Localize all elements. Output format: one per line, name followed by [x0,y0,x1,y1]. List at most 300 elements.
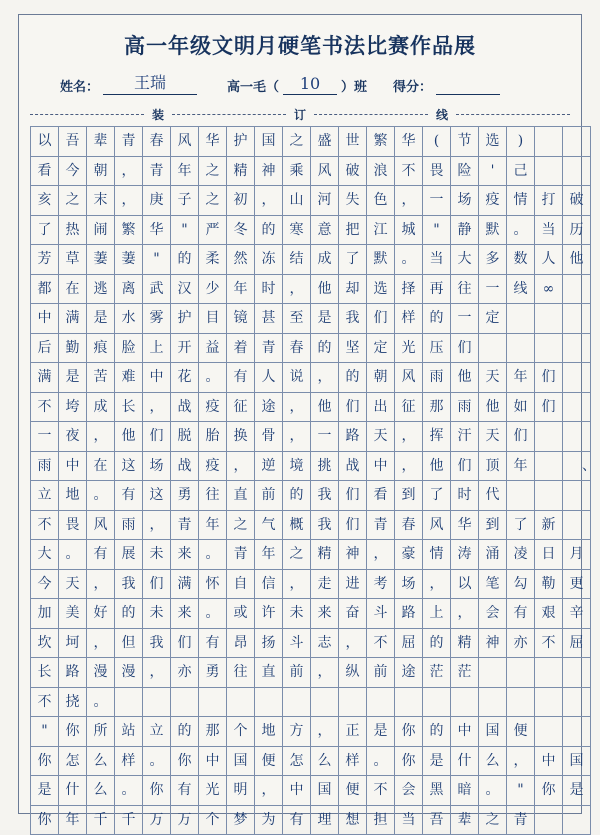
grid-cell[interactable]: 展 [115,540,143,570]
grid-cell[interactable]: 勇 [171,481,199,511]
grid-cell[interactable]: 直 [255,658,283,688]
grid-cell[interactable]: 有 [507,599,535,629]
grid-cell[interactable] [507,658,535,688]
score-value[interactable] [436,93,500,95]
grid-cell[interactable]: 么 [479,746,507,776]
grid-cell[interactable]: 昂 [227,628,255,658]
grid-cell[interactable]: ， [143,510,171,540]
grid-cell[interactable]: 今 [31,569,59,599]
grid-cell[interactable]: 梦 [227,805,255,835]
grid-cell[interactable]: 我 [339,304,367,334]
grid-cell[interactable]: 挑 [311,451,339,481]
grid-cell[interactable] [563,304,591,334]
grid-cell[interactable]: 代 [479,481,507,511]
grid-cell[interactable]: 未 [143,599,171,629]
grid-cell[interactable]: 战 [171,392,199,422]
grid-cell[interactable]: 明 [227,776,255,806]
grid-cell[interactable]: 定 [479,304,507,334]
grid-cell[interactable]: 天 [479,363,507,393]
grid-cell[interactable]: 历 [563,215,591,245]
grid-cell[interactable]: 武 [143,274,171,304]
grid-cell[interactable]: 你 [31,805,59,835]
grid-cell[interactable]: ， [283,422,311,452]
grid-cell[interactable]: 再 [423,274,451,304]
grid-cell[interactable]: 笔 [479,569,507,599]
grid-cell[interactable]: 换 [227,422,255,452]
grid-cell[interactable]: 中 [283,776,311,806]
grid-cell[interactable] [367,687,395,717]
grid-cell[interactable]: 色 [367,186,395,216]
grid-cell[interactable]: 人 [535,245,563,275]
grid-cell[interactable]: 加 [31,599,59,629]
grid-cell[interactable]: 信 [255,569,283,599]
grid-cell[interactable] [535,451,563,481]
grid-cell[interactable]: 畏 [59,510,87,540]
grid-cell[interactable]: ， [255,776,283,806]
grid-cell[interactable]: 国 [227,746,255,776]
grid-cell[interactable] [563,156,591,186]
grid-cell[interactable]: 为 [255,805,283,835]
grid-cell[interactable]: 我 [143,628,171,658]
grid-cell[interactable]: 你 [395,717,423,747]
grid-cell[interactable]: 勤 [59,333,87,363]
grid-cell[interactable]: 少 [199,274,227,304]
grid-cell[interactable]: 。 [143,746,171,776]
grid-cell[interactable]: 选 [367,274,395,304]
grid-cell[interactable]: 所 [87,717,115,747]
grid-cell[interactable]: 怎 [59,746,87,776]
grid-cell[interactable] [507,304,535,334]
grid-cell[interactable]: 途 [395,658,423,688]
grid-cell[interactable]: 么 [87,776,115,806]
grid-cell[interactable]: 静 [451,215,479,245]
grid-cell[interactable]: 当 [395,805,423,835]
grid-cell[interactable]: 的 [423,717,451,747]
grid-cell[interactable]: 们 [339,510,367,540]
grid-cell[interactable]: 想 [339,805,367,835]
grid-cell[interactable]: 上 [423,599,451,629]
grid-cell[interactable]: 在 [87,451,115,481]
grid-cell[interactable]: ， [423,569,451,599]
grid-cell[interactable]: 择 [395,274,423,304]
grid-cell[interactable]: 路 [59,658,87,688]
grid-cell[interactable]: ， [395,451,423,481]
grid-cell[interactable]: 战 [339,451,367,481]
grid-cell[interactable]: 畏 [423,156,451,186]
name-value[interactable]: 王瑞 [103,70,197,95]
grid-cell[interactable]: 离 [115,274,143,304]
grid-cell[interactable]: 漫 [87,658,115,688]
grid-cell[interactable]: 。 [199,540,227,570]
grid-cell[interactable]: 神 [255,156,283,186]
grid-cell[interactable]: 冬 [227,215,255,245]
grid-cell[interactable] [227,687,255,717]
grid-cell[interactable]: ， [311,717,339,747]
grid-cell[interactable]: 满 [59,304,87,334]
grid-cell[interactable]: 的 [311,333,339,363]
grid-cell[interactable]: 河 [311,186,339,216]
grid-cell[interactable]: 未 [143,540,171,570]
grid-cell[interactable]: 新 [535,510,563,540]
grid-cell[interactable]: 疫 [199,392,227,422]
grid-cell[interactable]: 风 [87,510,115,540]
grid-cell[interactable]: 了 [339,245,367,275]
grid-cell[interactable]: 怎 [283,746,311,776]
grid-cell[interactable]: 护 [227,127,255,157]
grid-cell[interactable]: 年 [507,363,535,393]
grid-cell[interactable]: 己 [507,156,535,186]
grid-cell[interactable]: 选 [479,127,507,157]
grid-cell[interactable]: 说 [283,363,311,393]
grid-cell[interactable]: 亦 [507,628,535,658]
grid-cell[interactable]: " [507,776,535,806]
grid-cell[interactable]: 国 [311,776,339,806]
grid-cell[interactable]: 的 [255,215,283,245]
grid-cell[interactable]: ， [395,186,423,216]
grid-cell[interactable]: 一 [423,186,451,216]
grid-cell[interactable]: 今 [59,156,87,186]
grid-cell[interactable]: 未 [283,599,311,629]
grid-cell[interactable] [563,717,591,747]
grid-cell[interactable]: 们 [339,392,367,422]
grid-cell[interactable]: 。 [87,481,115,511]
grid-cell[interactable]: 国 [479,717,507,747]
grid-cell[interactable]: 。 [87,687,115,717]
grid-cell[interactable]: " [423,215,451,245]
grid-cell[interactable] [451,687,479,717]
grid-cell[interactable]: 是 [367,717,395,747]
grid-cell[interactable] [563,333,591,363]
grid-cell[interactable]: 们 [339,481,367,511]
grid-cell[interactable]: 以 [31,127,59,157]
grid-cell[interactable]: 默 [479,215,507,245]
grid-cell[interactable]: 辈 [87,127,115,157]
grid-cell[interactable]: ， [507,746,535,776]
grid-cell[interactable]: 你 [535,776,563,806]
grid-cell[interactable]: 的 [171,245,199,275]
grid-cell[interactable]: 。 [115,776,143,806]
grid-cell[interactable]: 把 [339,215,367,245]
grid-cell[interactable]: 他 [311,274,339,304]
grid-cell[interactable]: 路 [395,599,423,629]
grid-cell[interactable] [563,805,591,835]
grid-cell[interactable]: 以 [451,569,479,599]
grid-cell[interactable] [423,687,451,717]
grid-cell[interactable]: 志 [311,628,339,658]
grid-cell[interactable]: 默 [367,245,395,275]
grid-cell[interactable] [563,392,591,422]
grid-cell[interactable]: 中 [31,304,59,334]
grid-cell[interactable]: 奋 [339,599,367,629]
grid-cell[interactable]: 当 [535,215,563,245]
grid-cell[interactable]: 之 [283,540,311,570]
grid-cell[interactable]: 方 [283,717,311,747]
grid-cell[interactable]: 冻 [255,245,283,275]
grid-cell[interactable]: ( [423,127,451,157]
grid-cell[interactable]: 坎 [31,628,59,658]
grid-cell[interactable]: 青 [507,805,535,835]
grid-cell[interactable] [563,127,591,157]
grid-cell[interactable]: 好 [87,599,115,629]
grid-cell[interactable] [535,481,563,511]
grid-cell[interactable]: 。 [367,746,395,776]
grid-cell[interactable]: ， [143,392,171,422]
grid-cell[interactable]: ， [87,569,115,599]
grid-cell[interactable]: 年 [227,274,255,304]
grid-cell[interactable]: 日 [535,540,563,570]
grid-cell[interactable]: 场 [395,569,423,599]
grid-cell[interactable]: 中 [451,717,479,747]
grid-cell[interactable]: 坚 [339,333,367,363]
grid-cell[interactable]: ， [311,363,339,393]
grid-cell[interactable]: 这 [115,451,143,481]
grid-cell[interactable]: 他 [479,392,507,422]
grid-cell[interactable] [535,333,563,363]
grid-cell[interactable] [339,687,367,717]
grid-cell[interactable]: 青 [255,333,283,363]
grid-cell[interactable]: 都 [31,274,59,304]
grid-cell[interactable]: 。 [479,776,507,806]
grid-cell[interactable]: 亦 [171,658,199,688]
grid-cell[interactable]: 的 [423,628,451,658]
grid-cell[interactable]: 这 [143,481,171,511]
grid-cell[interactable]: 之 [479,805,507,835]
grid-cell[interactable]: 来 [171,599,199,629]
grid-cell[interactable]: 风 [171,127,199,157]
grid-cell[interactable]: 年 [507,451,535,481]
grid-cell[interactable]: 场 [143,451,171,481]
grid-cell[interactable]: 他 [423,451,451,481]
grid-cell[interactable]: 茫 [451,658,479,688]
grid-cell[interactable]: ， [255,186,283,216]
grid-cell[interactable]: 到 [395,481,423,511]
grid-cell[interactable]: 破 [339,156,367,186]
grid-cell[interactable]: 芳 [31,245,59,275]
grid-cell[interactable]: 辛 [563,599,591,629]
grid-cell[interactable]: 不 [31,510,59,540]
grid-cell[interactable]: ， [115,156,143,186]
grid-cell[interactable] [563,363,591,393]
grid-cell[interactable]: 们 [535,392,563,422]
grid-cell[interactable] [395,687,423,717]
grid-cell[interactable]: 凌 [507,540,535,570]
grid-cell[interactable]: 之 [227,510,255,540]
grid-cell[interactable]: 失 [339,186,367,216]
grid-cell[interactable]: 压 [423,333,451,363]
grid-cell[interactable]: 成 [311,245,339,275]
grid-cell[interactable]: ， [115,186,143,216]
grid-cell[interactable]: 勒 [535,569,563,599]
grid-cell[interactable]: 雾 [143,304,171,334]
grid-cell[interactable]: 柔 [199,245,227,275]
grid-cell[interactable]: 着 [227,333,255,363]
grid-cell[interactable]: 么 [87,746,115,776]
grid-cell[interactable]: 年 [59,805,87,835]
grid-cell[interactable]: 之 [283,127,311,157]
grid-cell[interactable]: 涛 [451,540,479,570]
grid-cell[interactable]: 脱 [171,422,199,452]
grid-cell[interactable]: 至 [283,304,311,334]
grid-cell[interactable]: 样 [339,746,367,776]
grid-cell[interactable]: 意 [311,215,339,245]
grid-cell[interactable]: 险 [451,156,479,186]
grid-cell[interactable]: ， [87,422,115,452]
grid-cell[interactable]: 不 [367,776,395,806]
grid-cell[interactable]: 了 [507,510,535,540]
grid-cell[interactable]: 途 [255,392,283,422]
grid-cell[interactable]: 后 [31,333,59,363]
grid-cell[interactable]: 有 [199,628,227,658]
grid-cell[interactable]: 千 [115,805,143,835]
grid-cell[interactable]: 他 [311,392,339,422]
grid-cell[interactable]: 神 [339,540,367,570]
grid-cell[interactable]: 春 [395,510,423,540]
grid-cell[interactable] [143,687,171,717]
grid-cell[interactable]: 痕 [87,333,115,363]
grid-cell[interactable]: 逃 [87,274,115,304]
grid-cell[interactable]: 萋 [115,245,143,275]
grid-cell[interactable]: 花 [171,363,199,393]
grid-cell[interactable]: ， [339,628,367,658]
grid-cell[interactable]: 月 [563,540,591,570]
grid-cell[interactable]: 辈 [451,805,479,835]
grid-cell[interactable]: 看 [31,156,59,186]
grid-cell[interactable]: 在 [59,274,87,304]
grid-cell[interactable]: 草 [59,245,87,275]
grid-cell[interactable]: 们 [535,363,563,393]
grid-cell[interactable] [311,687,339,717]
grid-cell[interactable]: 茫 [423,658,451,688]
grid-cell[interactable]: 青 [227,540,255,570]
grid-cell[interactable]: 你 [395,746,423,776]
grid-cell[interactable] [199,687,227,717]
grid-cell[interactable]: 江 [367,215,395,245]
grid-cell[interactable] [283,687,311,717]
grid-cell[interactable]: 中 [535,746,563,776]
grid-cell[interactable]: ， [311,658,339,688]
grid-cell[interactable]: 会 [395,776,423,806]
grid-cell[interactable]: ' [479,156,507,186]
grid-cell[interactable] [563,658,591,688]
grid-cell[interactable]: 一 [311,422,339,452]
grid-cell[interactable]: 年 [199,510,227,540]
grid-cell[interactable]: 风 [423,510,451,540]
grid-cell[interactable]: 但 [115,628,143,658]
grid-cell[interactable]: 却 [339,274,367,304]
grid-cell[interactable]: 挠 [59,687,87,717]
grid-cell[interactable]: 来 [171,540,199,570]
grid-cell[interactable]: 华 [395,127,423,157]
grid-cell[interactable]: 。 [507,215,535,245]
grid-cell[interactable]: 浪 [367,156,395,186]
grid-cell[interactable]: ， [283,392,311,422]
grid-cell[interactable]: 垮 [59,392,87,422]
grid-cell[interactable]: ， [367,540,395,570]
grid-cell[interactable]: 们 [143,569,171,599]
grid-cell[interactable]: 他 [115,422,143,452]
grid-cell[interactable]: 看 [367,481,395,511]
grid-cell[interactable]: 扬 [255,628,283,658]
grid-cell[interactable]: 逆 [255,451,283,481]
grid-cell[interactable]: 不 [395,156,423,186]
grid-cell[interactable]: 担 [367,805,395,835]
grid-cell[interactable]: 万 [143,805,171,835]
grid-cell[interactable]: 打 [535,186,563,216]
grid-cell[interactable]: 前 [283,658,311,688]
grid-cell[interactable]: 严 [199,215,227,245]
grid-cell[interactable]: 人 [255,363,283,393]
grid-cell[interactable]: 繁 [115,215,143,245]
grid-cell[interactable]: 上 [143,333,171,363]
grid-cell[interactable]: 青 [367,510,395,540]
grid-cell[interactable]: 城 [395,215,423,245]
grid-cell[interactable]: 便 [339,776,367,806]
grid-cell[interactable]: 前 [367,658,395,688]
grid-cell[interactable]: 场 [451,186,479,216]
grid-cell[interactable] [535,156,563,186]
grid-cell[interactable]: 乘 [283,156,311,186]
grid-cell[interactable]: 镜 [227,304,255,334]
grid-cell[interactable]: 情 [423,540,451,570]
grid-cell[interactable]: 一 [31,422,59,452]
grid-cell[interactable]: 涌 [479,540,507,570]
grid-cell[interactable]: 亥 [31,186,59,216]
grid-cell[interactable]: 有 [87,540,115,570]
grid-cell[interactable]: 来 [311,599,339,629]
grid-cell[interactable]: 顶 [479,451,507,481]
grid-cell[interactable]: 坷 [59,628,87,658]
grid-cell[interactable]: 勾 [507,569,535,599]
grid-cell[interactable]: 初 [227,186,255,216]
grid-cell[interactable]: 然 [227,245,255,275]
grid-cell[interactable]: 进 [339,569,367,599]
grid-cell[interactable]: 时 [255,274,283,304]
grid-cell[interactable]: 你 [143,776,171,806]
grid-cell[interactable]: ， [143,658,171,688]
grid-cell[interactable]: 的 [283,481,311,511]
grid-cell[interactable]: 定 [367,333,395,363]
grid-cell[interactable]: 寒 [283,215,311,245]
grid-cell[interactable]: 雨 [115,510,143,540]
grid-cell[interactable]: ， [395,422,423,452]
grid-cell[interactable] [255,687,283,717]
grid-cell[interactable]: 中 [367,451,395,481]
grid-cell[interactable]: 萋 [87,245,115,275]
grid-cell[interactable]: 年 [255,540,283,570]
grid-cell[interactable]: 征 [395,392,423,422]
grid-cell[interactable]: 那 [199,717,227,747]
grid-cell[interactable]: 是 [563,776,591,806]
grid-cell[interactable]: 路 [339,422,367,452]
grid-cell[interactable]: 正 [339,717,367,747]
grid-cell[interactable]: 千 [87,805,115,835]
grid-cell[interactable]: 破 [563,186,591,216]
grid-cell[interactable]: 便 [255,746,283,776]
grid-cell[interactable] [563,510,591,540]
grid-cell[interactable] [563,687,591,717]
grid-cell[interactable]: 夜 [59,422,87,452]
grid-cell[interactable]: 勇 [199,658,227,688]
grid-cell[interactable]: ， [283,274,311,304]
grid-cell[interactable]: 如 [507,392,535,422]
grid-cell[interactable] [535,658,563,688]
grid-cell[interactable]: 或 [227,599,255,629]
grid-cell[interactable]: 们 [171,628,199,658]
grid-cell[interactable]: 会 [479,599,507,629]
grid-cell[interactable]: 。 [199,363,227,393]
grid-cell[interactable]: 精 [227,156,255,186]
grid-cell[interactable]: 青 [171,510,199,540]
